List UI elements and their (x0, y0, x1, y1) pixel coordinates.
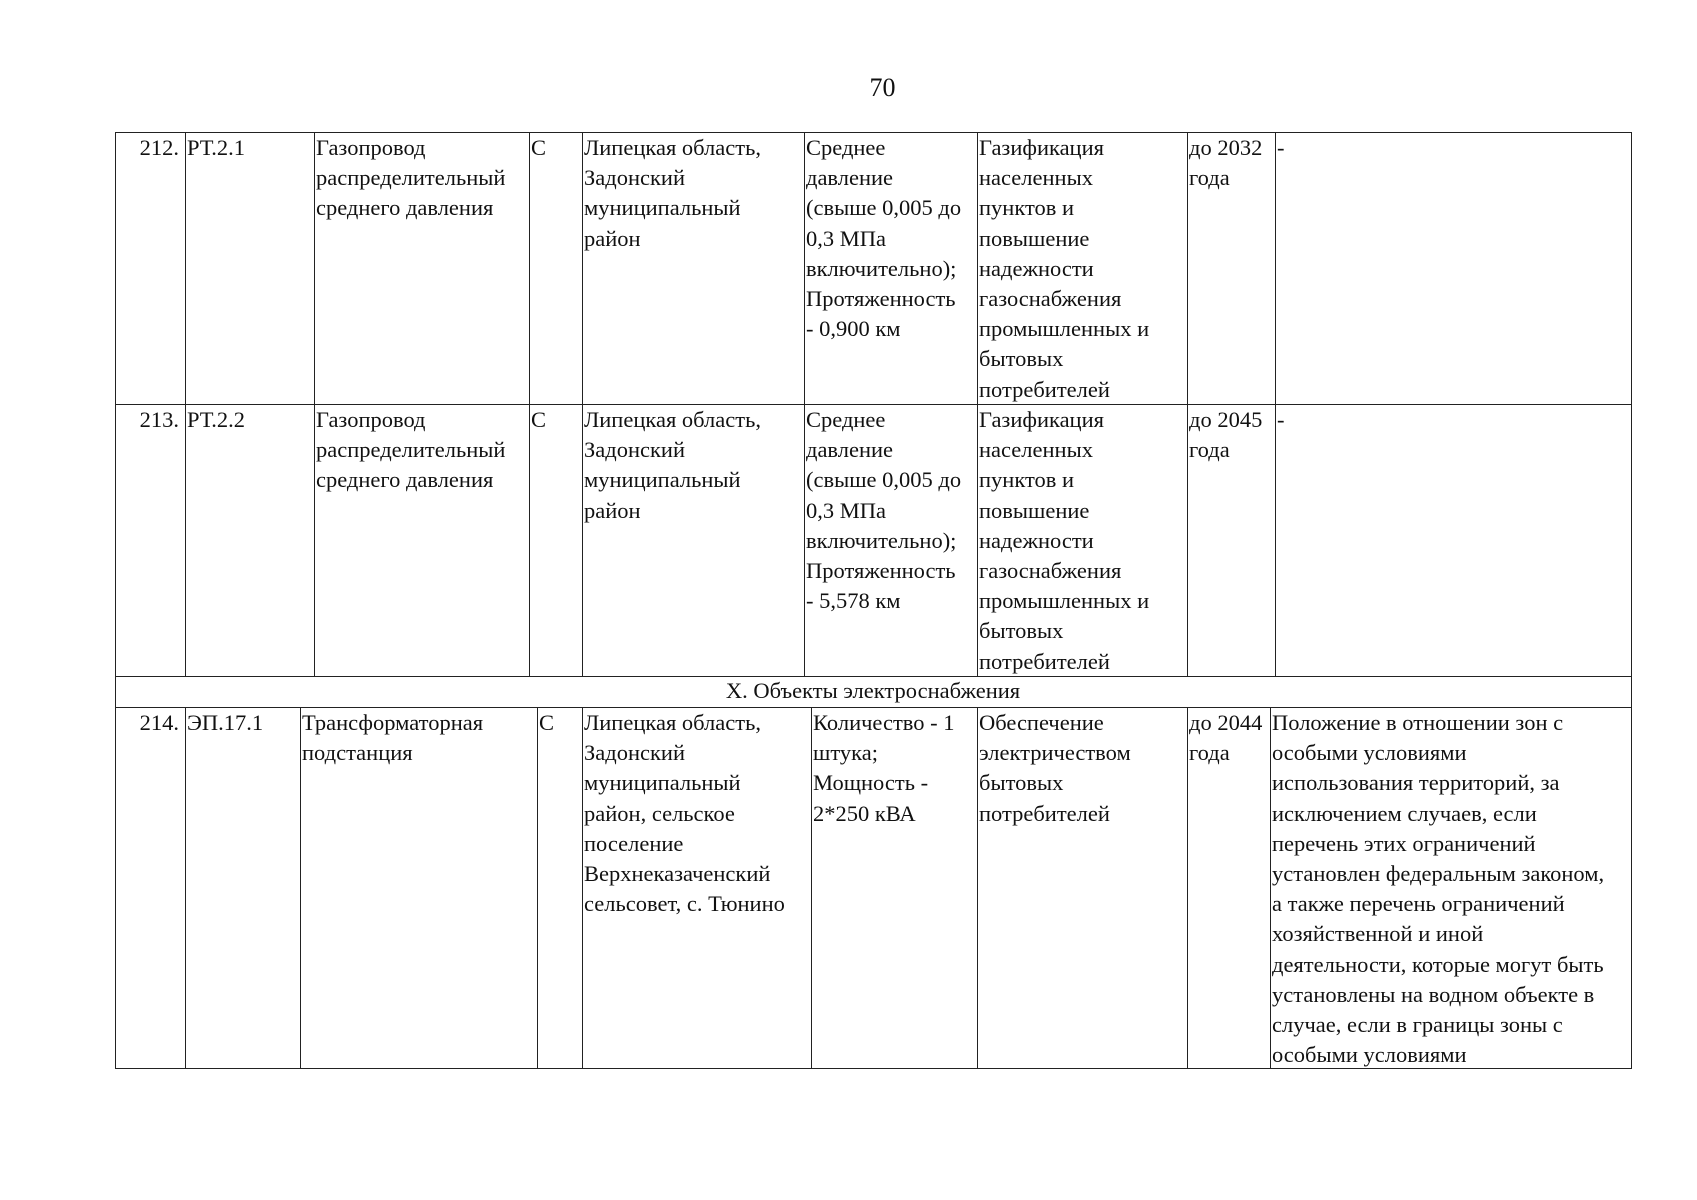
object-code: ЭП.17.1 (187, 710, 264, 735)
column-divider (529, 132, 530, 676)
object-name: Трансформаторная подстанция (302, 710, 484, 766)
table-border (115, 132, 116, 1069)
object-status: С (531, 135, 547, 160)
object-term: до 2044 года (1189, 710, 1263, 766)
object-location: Липецкая область, Задонский муниципальный район, сельское поселение Верхнеказаченский сельсовет, с. Тюнино (584, 710, 785, 917)
object-name: Газопровод распределительный среднего давления (316, 407, 506, 493)
row-number: 212. (139, 135, 179, 160)
object-location: Липецкая область, Задонский муниципальный район (584, 135, 761, 251)
object-zones: - (1277, 407, 1285, 432)
object-code: РТ.2.1 (187, 135, 246, 160)
object-term: до 2032 года (1189, 135, 1263, 191)
row-number: 213. (139, 407, 179, 432)
column-divider (185, 132, 186, 676)
object-name: Газопровод распределительный среднего давления (316, 135, 506, 221)
table-border (1631, 132, 1632, 1069)
object-characteristics: Среднее давление (свыше 0,005 до 0,3 МПа включительно); Протяженность - 0,900 км (806, 135, 962, 342)
object-term: до 2045 года (1189, 407, 1263, 463)
column-divider (537, 707, 538, 1068)
object-purpose: Газификация населенных пунктов и повышение надежности газоснабжения промышленных и бытовых потребителей (979, 407, 1150, 674)
column-divider (1275, 132, 1276, 676)
page-number: 70 (869, 73, 896, 102)
section-title: X. Объекты электроснабжения (725, 678, 1021, 703)
column-divider (1187, 132, 1188, 676)
object-zones: Положение в отношении зон с особыми условиями использования территорий, за исключением случаев, если перечень этих ограничений установлен федеральным законом, а также перечень ограничений хозяйственной и иной деятельности, которые могут быть установлены на водном объекте в случае, если в границы зоны с особыми условиями (1272, 710, 1605, 1068)
object-code: РТ.2.2 (187, 407, 246, 432)
object-purpose: Газификация населенных пунктов и повышение надежности газоснабжения промышленных и бытовых потребителей (979, 135, 1150, 402)
row-number: 214. (139, 710, 179, 735)
object-characteristics: Среднее давление (свыше 0,005 до 0,3 МПа включительно); Протяженность - 5,578 км (806, 407, 962, 614)
object-location: Липецкая область, Задонский муниципальный район (584, 407, 761, 523)
object-zones: - (1277, 135, 1285, 160)
object-purpose: Обеспечение электричеством бытовых потребителей (979, 710, 1131, 826)
column-divider (185, 707, 186, 1068)
object-status: С (539, 710, 555, 735)
object-status: С (531, 407, 547, 432)
object-characteristics: Количество - 1 штука; Мощность - 2*250 кВА (813, 710, 955, 826)
